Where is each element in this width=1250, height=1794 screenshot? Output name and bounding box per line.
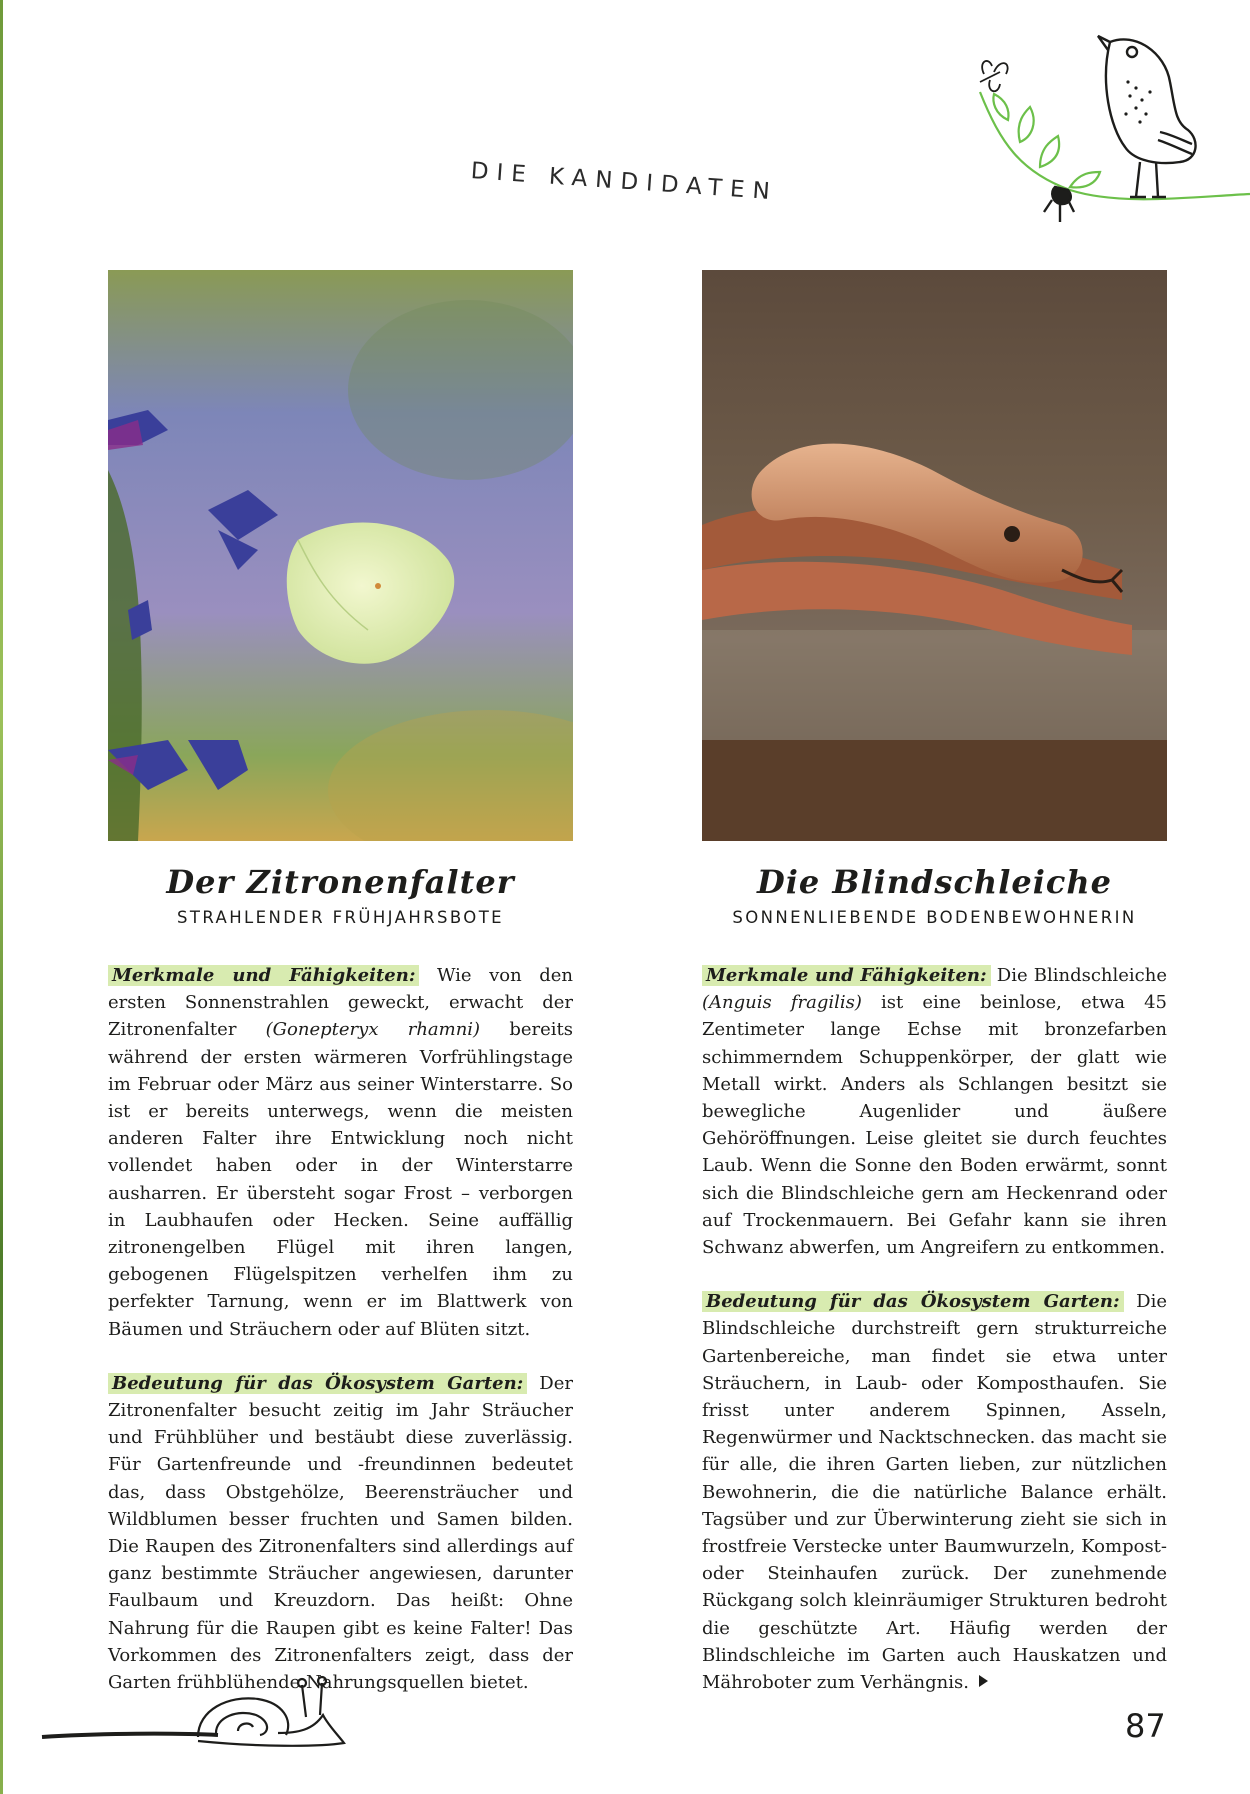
article-zitronenfalter xyxy=(108,860,573,1696)
features-text-b: ist eine beinlose, etwa 45 Zentimeter lange Echse mit bronzefarben schimmerndem Schuppenkörper, der glatt wie Metall wirkt. Anders als Schlangen besitzt sie bewegliche Augenlider und äußere Gehöröffnungen. Leise gleitet sie durch feuchtes Laub. Wenn die Sonne den Boden erwärmt, sonnt sich die Blindschleiche gern am Heckenrand oder auf Trockenmauern. Bei Gefahr kann sie ihren Schwanz abwerfen, um Angreifern zu entkommen. xyxy=(702,992,1167,1259)
ecosystem-label: Bedeutung für das Ökosystem Garten: xyxy=(108,1373,527,1394)
article-title: Der Zitronenfalter xyxy=(166,863,515,901)
page-edge-strip xyxy=(0,0,3,1794)
article-subtitle: SONNENLIEBENDE BODENBEWOHNERIN xyxy=(732,908,1137,927)
article-title: Die Blindschleiche xyxy=(757,863,1112,901)
features-label: Merkmale und Fähigkeiten: xyxy=(108,965,419,986)
ecosystem-text: Der Zitronenfalter besucht zeitig im Jahr Sträucher und Frühblüher und bestäubt diese zuverlässig. Für Gartenfreunde und -freundinnen bedeutet das, dass Obstgehölze, Beerensträucher und Wildblumen besser fruchten und Samen bilden. Die Raupen des Zitronenfalters sind allerdings auf ganz bestimmte Sträucher angewiesen, darunter Faulbaum und Kreuzdorn. Das heißt: Ohne Nahrung für die Raupen gibt es keine Falter! Das Vorkommen des Zitronenfalters zeigt, dass der Garten frühblühende Nahrungsquellen bietet. xyxy=(108,1372,574,1694)
section-label: DIE KANDIDATEN xyxy=(469,158,779,206)
ecosystem-text: Die Blindschleiche durchstreift gern strukturreiche Gartenbereiche, man findet sie etwa unter Sträuchern, in Laub- oder Komposthaufen. Sie frisst unter anderem Spinnen, Asseln, Regenwürmer und Nacktschnecken. das macht sie für alle, die ihren Garten lieben, zur nützlichen Bewohnerin, die die natürliche Balance erhält. Tagsüber und zur Überwinterung zieht sie sich in frostfreie Verstecke unter Baumwurzeln, Kompost- oder Steinhaufen zurück. Der zunehmende Rückgang solch kleinräumiger Strukturen bedroht die geschützte Art. Häufig werden der Blindschleiche im Garten auch Hauskatzen und Mähroboter zum Verhängnis. xyxy=(702,1291,1168,1694)
butterfly-photo xyxy=(108,270,573,841)
features-text-b: bereits während der ersten wärmeren Vorfrühlingstage im Februar oder März aus seiner Winterstarre. So ist er bereits unterwegs, wenn die meisten anderen Falter ihre Entwicklung noch nicht vollendet haben oder in der Winterstarre ausharren. Er übersteht sogar Frost – verborgen in Laubhaufen oder Hecken. Seine auffällig zitronengelben Flügel mit ihren langen, gebogenen Flügelspitzen verhelfen ihm zu perfekter Tarnung, wenn er im Blattwerk von Bäumen und Sträuchern oder auf Blüten sitzt. xyxy=(108,1019,573,1340)
latin-name: (Gonepteryx rhamni) xyxy=(265,1019,481,1041)
snail-doodle-icon xyxy=(38,1675,348,1755)
article-subtitle: STRAHLENDER FRÜHJAHRSBOTE xyxy=(176,908,504,927)
features-text-a: Die Blindschleiche xyxy=(990,965,1167,986)
latin-name: (Anguis fragilis) xyxy=(702,992,862,1014)
article-blindschleiche xyxy=(702,860,1167,1696)
slowworm-photo xyxy=(702,270,1167,841)
ecosystem-paragraph xyxy=(702,1288,1167,1696)
page-number: 87 xyxy=(1125,1707,1166,1745)
ecosystem-paragraph xyxy=(108,1370,573,1696)
bird-doodle-icon xyxy=(960,22,1250,242)
features-paragraph xyxy=(702,962,1167,1261)
features-paragraph xyxy=(108,962,573,1343)
features-label: Merkmale und Fähigkeiten: xyxy=(702,965,991,986)
continue-arrow-icon[interactable] xyxy=(979,1675,988,1687)
features-text-a: Wie von den ersten Sonnenstrahlen geweckt, erwacht der Zitronenfalter xyxy=(108,965,574,1041)
ecosystem-label: Bedeutung für das Ökosystem Garten: xyxy=(702,1291,1124,1312)
